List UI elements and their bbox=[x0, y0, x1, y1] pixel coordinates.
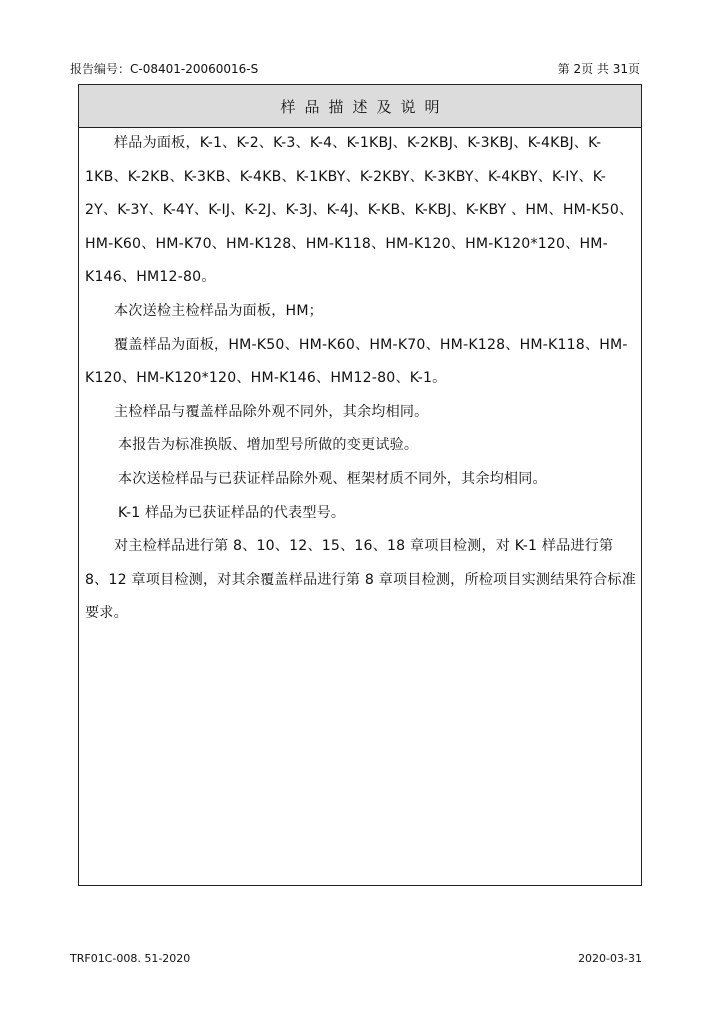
paragraph-sample-list: 样品为面板，K-1、K-2、K-3、K-4、K-1KBJ、K-2KBJ、K-3KBJ、K-4KBJ、K-1KB、K-2KB、K-3KB、K-4KB、K-1KBY、K-2KBY、K-3KBY、K-4KBY、K-IY、K-2Y、K-3Y、K-4Y、K-IJ、K-2J、K-3J、K-4J、K-KB、K-KBJ、K-KBY 、HM、HM-K50、HM-K60、HM-K70、HM-K128、HM-K118、HM-K120、HM-K120*120、HM-K146、HM12-80。 bbox=[85, 135, 634, 286]
paragraph-representative-model: K-1 样品为已获证样品的代表型号。 bbox=[118, 504, 346, 521]
page-info: 第 2页 共 31页 bbox=[557, 62, 640, 76]
report-number: 报告编号：C-08401-20060016-S bbox=[70, 62, 259, 76]
section-title: 样品描述及说明 bbox=[79, 85, 641, 128]
description-content bbox=[79, 127, 641, 631]
paragraph-certified-comparison: 本次送检样品与已获证样品除外观、框架材质不同外，其余均相同。 bbox=[118, 470, 547, 487]
paragraph-covered-samples: 覆盖样品为面板，HM-K50、HM-K60、HM-K70、HM-K128、HM-K118、HM-K120、HM-K120*120、HM-K146、HM12-80、K-1。 bbox=[85, 336, 628, 387]
footer-date: 2020-03-31 bbox=[578, 952, 642, 965]
description-table bbox=[78, 84, 642, 886]
paragraph-main-sample: 本次送检主检样品为面板，HM； bbox=[114, 302, 323, 319]
paragraph-difference: 主检样品与覆盖样品除外观不同外，其余均相同。 bbox=[114, 403, 429, 420]
paragraph-test-items: 对主检样品进行第 8、10、12、15、16、18 章项目检测，对 K-1 样品进行第 8、12 章项目检测，对其余覆盖样品进行第 8 章项目检测，所检项目实测结果符合标准要求。 bbox=[85, 538, 636, 622]
form-code: TRF01C-008. 51-2020 bbox=[70, 952, 191, 965]
paragraph-change-reason: 本报告为标准换版、增加型号所做的变更试验。 bbox=[118, 437, 419, 454]
